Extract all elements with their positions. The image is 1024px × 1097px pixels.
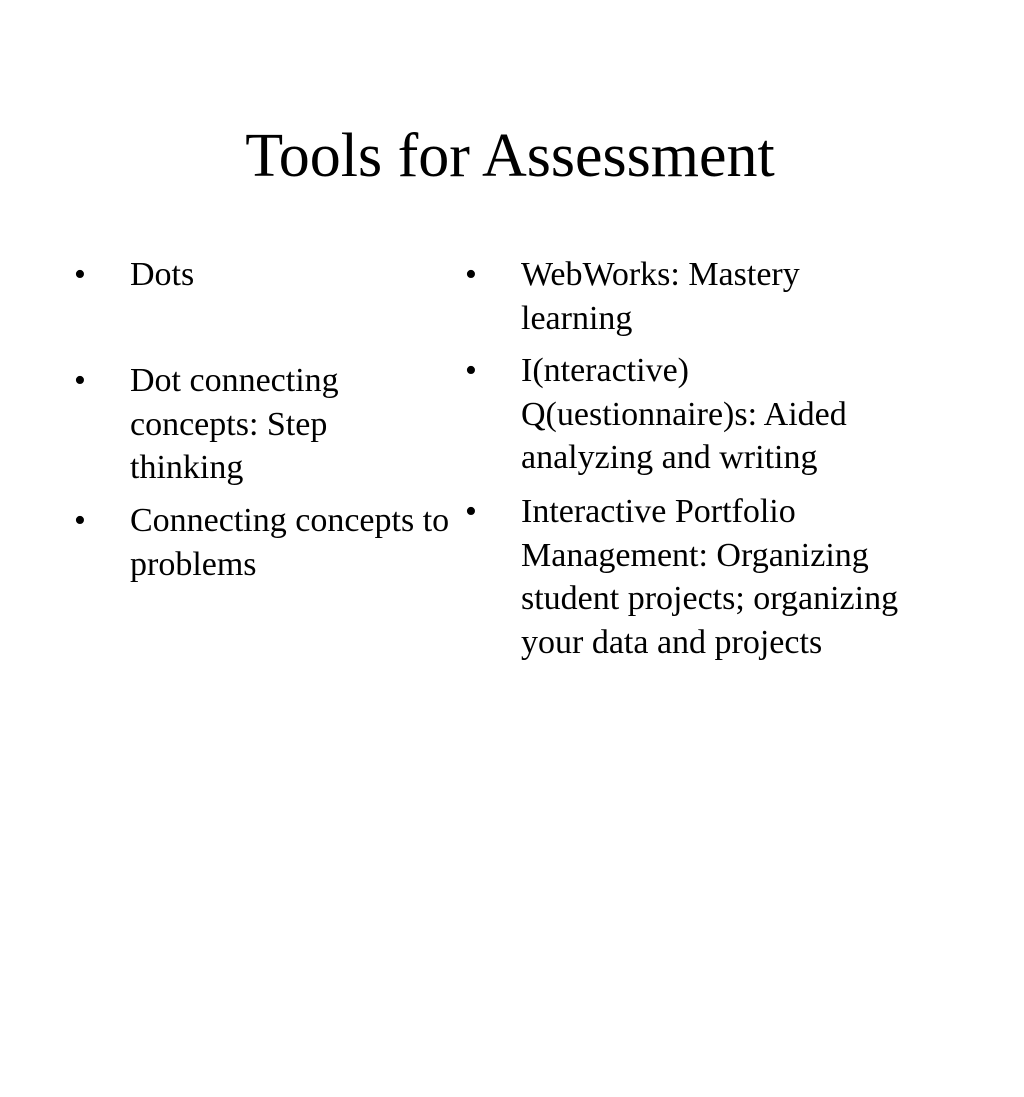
bullet-item-portfolio — [465, 490, 935, 664]
bullet-marker: • — [74, 256, 86, 293]
slide-title: Tools for Assessment — [245, 122, 775, 190]
bullet-marker: • — [465, 493, 477, 530]
bullet-marker: • — [74, 502, 86, 539]
bullet-text: Connecting concepts to problems — [130, 502, 450, 583]
bullet-item-webworks — [465, 253, 935, 340]
bullet-text: Dots — [130, 256, 195, 293]
bullet-text: I(nteractive) Q(uestionnaire)s: Aided analyzing and writing — [521, 352, 847, 476]
bullet-item-connecting-concepts — [74, 499, 450, 586]
bullet-item-dot-connecting — [74, 359, 444, 490]
bullet-item-dots — [74, 253, 444, 297]
bullet-text: Interactive Portfolio Management: Organizing student projects; organizing your data and projects — [521, 493, 899, 661]
bullet-marker: • — [465, 256, 477, 293]
bullet-text: WebWorks: Mastery learning — [521, 256, 800, 337]
bullet-marker: • — [74, 362, 86, 399]
bullet-marker: • — [465, 352, 477, 389]
bullet-item-iqs — [465, 349, 935, 480]
bullet-text: Dot connecting concepts: Step thinking — [130, 362, 339, 486]
